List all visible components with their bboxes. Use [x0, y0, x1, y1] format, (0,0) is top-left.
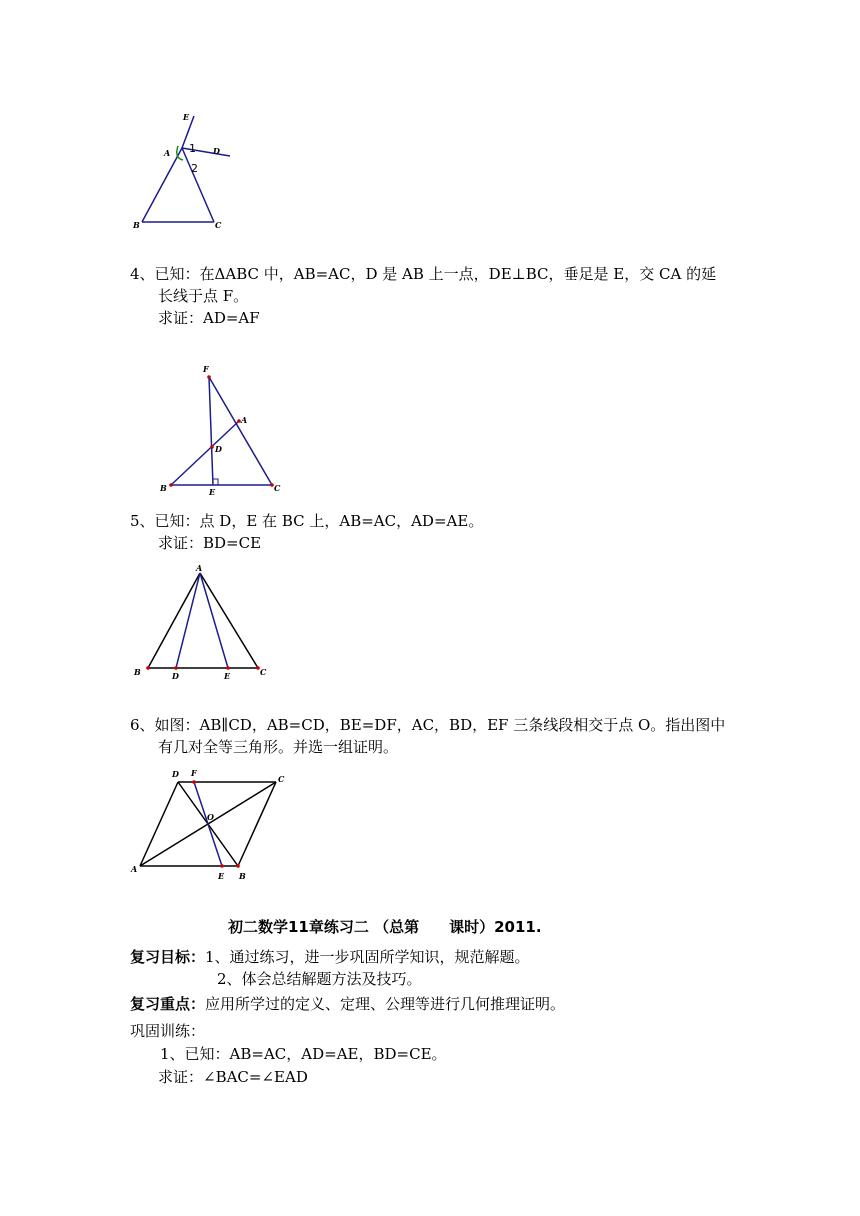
label-E: E [224, 671, 231, 681]
label-A: A [131, 864, 138, 874]
question-1: 1、已知：AB=AC，AD=AE，BD=CE。 [160, 1045, 447, 1063]
label-O: O [207, 812, 214, 822]
review-goal-1: 1、通过练习，进一步巩固所学知识，规范解题。 [205, 948, 530, 966]
section-title-part-a: 初二数学11章练习二 （总第 [228, 918, 420, 936]
label-E: E [183, 112, 190, 122]
question-1-prove: 求证：∠BAC=∠EAD [158, 1068, 308, 1086]
section-title [228, 916, 542, 937]
label-A: A [164, 148, 171, 158]
label-D: D [172, 769, 179, 779]
figure-angle-bisector [120, 108, 260, 238]
angle-1-label: 1 [189, 142, 196, 155]
problem-6-line1: 6、如图：AB∥CD，AB=CD，BE=DF，AC，BD，EF 三条线段相交于点 O。指出图中 [130, 716, 726, 734]
label-D: D [172, 671, 179, 681]
angle-2-label: 2 [191, 162, 198, 175]
section-title-part-b: 课时）2011. [449, 918, 542, 936]
label-D: D [215, 444, 222, 454]
label-C: C [215, 220, 222, 230]
problem-6-line2: 有几对全等三角形。并选一组证明。 [158, 738, 399, 756]
figure-problem-4 [155, 360, 295, 500]
label-A: A [196, 563, 203, 573]
figure-problem-6 [128, 766, 298, 886]
label-F: F [191, 768, 197, 778]
label-B: B [134, 667, 141, 677]
label-B: B [239, 871, 246, 881]
label-C: C [274, 483, 281, 493]
label-B: B [160, 483, 167, 493]
label-B: B [133, 220, 140, 230]
label-C: C [260, 667, 267, 677]
label-E: E [209, 487, 216, 497]
review-goals-label: 复习目标： [130, 948, 206, 966]
label-D: D [213, 146, 220, 156]
review-focus [130, 993, 565, 1015]
label-E: E [218, 871, 225, 881]
review-goal-2: 2、体会总结解题方法及技巧。 [217, 970, 422, 988]
review-goals [130, 946, 530, 968]
problem-4-prove: 求证：AD=AF [158, 309, 260, 327]
consolidation-heading: 巩固训练： [130, 1022, 206, 1040]
problem-5-prove: 求证：BD=CE [158, 534, 262, 552]
problem-4-line2: 长线于点 F。 [158, 287, 249, 305]
review-focus-label: 复习重点： [130, 995, 206, 1013]
figure-problem-5 [130, 563, 280, 683]
label-F: F [203, 364, 209, 374]
problem-5-line1: 5、已知：点 D，E 在 BC 上，AB=AC，AD=AE。 [130, 512, 484, 530]
review-focus-text: 应用所学过的定义、定理、公理等进行几何推理证明。 [205, 995, 566, 1013]
problem-4-line1: 4、已知：在ΔABC 中，AB=AC，D 是 AB 上一点，DE⊥BC，垂足是 E，交 CA 的延 [130, 265, 717, 283]
label-C: C [278, 774, 285, 784]
label-A: A [241, 415, 248, 425]
